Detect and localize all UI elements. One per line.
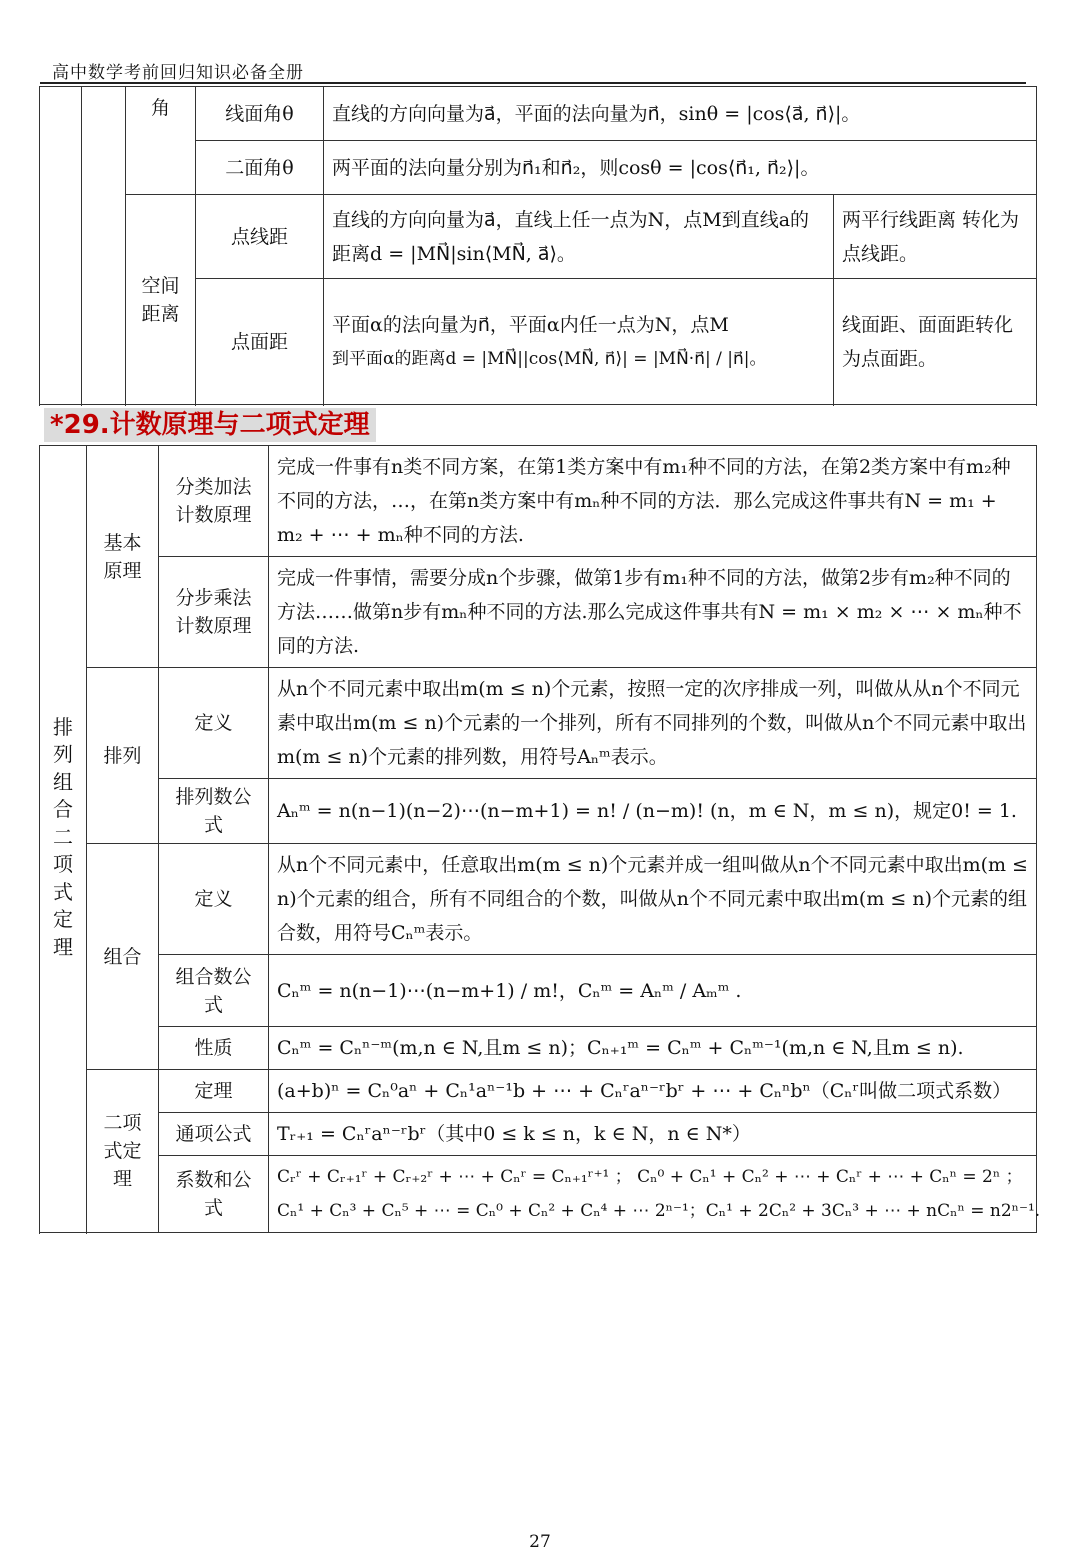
row-content-combination-property: Cₙᵐ = Cₙⁿ⁻ᵐ(m,n ∈ N,且m ≤ n)；Cₙ₊₁ᵐ = Cₙᵐ + Cₙᵐ⁻¹(m,n ∈ N,且m ≤ n). <box>269 1027 1037 1070</box>
row-name-combination-definition: 定义 <box>159 844 269 955</box>
group-combination: 组合 <box>87 844 159 1070</box>
row-content-point-line-distance: 直线的方向向量为a⃗，直线上任一点为N，点M到直线a的距离d = |MN⃗|sin⟨MN⃗, a⃗⟩。 <box>324 195 834 279</box>
coefficient-sum-line-2: Cₙ¹ + Cₙ³ + Cₙ⁵ + ⋯ = Cₙ⁰ + Cₙ² + Cₙ⁴ + ⋯ 2ⁿ⁻¹；Cₙ¹ + 2Cₙ² + 3Cₙ³ + ⋯ + nCₙⁿ = n2ⁿ⁻¹. <box>277 1201 1041 1221</box>
row-content-point-plane-distance <box>324 279 834 405</box>
coefficient-sum-line-1: Cᵣʳ + Cᵣ₊₁ʳ + Cᵣ₊₂ʳ + ⋯ + Cₙʳ = Cₙ₊₁ʳ⁺¹ ； Cₙ⁰ + Cₙ¹ + Cₙ² + ⋯ + Cₙʳ + ⋯ + Cₙⁿ = 2ⁿ ； <box>277 1167 1023 1187</box>
row-name-binomial-theorem: 定理 <box>159 1070 269 1113</box>
row-content-line-plane-angle: 直线的方向向量为a⃗，平面的法向量为n⃗，sinθ = |cos⟨a⃗, n⃗⟩|。 <box>324 87 1037 141</box>
row-content-combination-definition: 从n个不同元素中，任意取出m(m ≤ n)个元素并成一组叫做从n个不同元素中取出m(m ≤ n)个元素的组合，所有不同组合的个数，叫做从n个不同元素中取出m(m ≤ n)个元素的组合数，用符号Cₙᵐ表示。 <box>269 844 1037 955</box>
header-divider <box>40 82 1026 84</box>
header-title: 高中数学考前回归知识必备全册 <box>52 63 304 83</box>
row-content-addition-principle: 完成一件事有n类不同方案，在第1类方案中有m₁种不同的方法，在第2类方案中有m₂种不同的方法，…，在第n类方案中有mₙ种不同的方法．那么完成这件事共有N = m₁ + m₂ + ⋯ + mₙ种不同的方法. <box>269 446 1037 557</box>
section-title <box>44 408 376 442</box>
blank-col-2 <box>82 87 126 405</box>
main-table <box>39 445 1041 1233</box>
row-content-permutation-formula: Aₙᵐ = n(n−1)(n−2)⋯(n−m+1) = n! / (n−m)! (n，m ∈ N，m ≤ n)，规定0! = 1. <box>269 779 1037 844</box>
row-name-general-term: 通项公式 <box>159 1113 269 1156</box>
big-category-label <box>40 446 87 1233</box>
row-name-permutation-definition: 定义 <box>159 668 269 779</box>
section-number: *29. <box>50 410 110 440</box>
row-content-binomial-theorem: (a+b)ⁿ = Cₙ⁰aⁿ + Cₙ¹aⁿ⁻¹b + ⋯ + Cₙʳaⁿ⁻ʳbʳ + ⋯ + Cₙⁿbⁿ（Cₙʳ叫做二项式系数） <box>269 1070 1037 1113</box>
angle-label: 角 <box>126 87 196 195</box>
row-content-general-term: Tᵣ₊₁ = Cₙʳaⁿ⁻ʳbʳ（其中0 ≤ k ≤ n，k ∈ N，n ∈ N*） <box>269 1113 1037 1156</box>
distance-label: 空间距离 <box>126 195 196 405</box>
blank-col-1 <box>40 87 82 405</box>
row-name-line-plane-angle: 线面角θ <box>196 87 324 141</box>
row-name-coefficient-sum: 系数和公式 <box>159 1156 269 1233</box>
row-name-multiplication-principle: 分步乘法计数原理 <box>159 557 269 668</box>
row-note-point-line-distance: 两平行线距离 转化为点线距。 <box>834 195 1037 279</box>
point-plane-line-b: 到平面α的距离d = |MN⃗||cos⟨MN⃗, n⃗⟩| = |MN⃗·n⃗| / |n⃗|。 <box>332 348 767 369</box>
page-number: 27 <box>529 1532 551 1552</box>
row-name-point-plane-distance: 点面距 <box>196 279 324 405</box>
row-name-combination-formula: 组合数公式 <box>159 955 269 1027</box>
big-category-text: 排列组合二项式定理 <box>53 714 73 959</box>
row-note-point-plane-distance: 线面距、面面距转化为点面距。 <box>834 279 1037 405</box>
group-basic-principles: 基本原理 <box>87 446 159 668</box>
point-plane-line-a: 平面α的法向量为n⃗，平面α内任一点为N，点M <box>332 313 729 336</box>
row-content-multiplication-principle: 完成一件事情，需要分成n个步骤，做第1步有m₁种不同的方法，做第2步有m₂种不同的方法……做第n步有mₙ种不同的方法.那么完成这件事共有N = m₁ × m₂ × ⋯ × mₙ种不同的方法. <box>269 557 1037 668</box>
group-binomial-theorem: 二项式定理 <box>87 1070 159 1233</box>
row-content-coefficient-sum <box>269 1156 1041 1233</box>
row-name-point-line-distance: 点线距 <box>196 195 324 279</box>
row-name-addition-principle: 分类加法计数原理 <box>159 446 269 557</box>
section-title-text: 计数原理与二项式定理 <box>109 410 370 440</box>
top-table <box>39 86 1037 405</box>
row-content-combination-formula: Cₙᵐ = n(n−1)⋯(n−m+1) / m!，Cₙᵐ = Aₙᵐ / Aₘᵐ . <box>269 955 1037 1027</box>
row-name-combination-property: 性质 <box>159 1027 269 1070</box>
group-permutation: 排列 <box>87 668 159 844</box>
row-content-dihedral-angle: 两平面的法向量分别为n⃗₁和n⃗₂，则cosθ = |cos⟨n⃗₁, n⃗₂⟩|。 <box>324 141 1037 195</box>
row-name-permutation-formula: 排列数公式 <box>159 779 269 844</box>
row-name-dihedral-angle: 二面角θ <box>196 141 324 195</box>
row-content-permutation-definition: 从n个不同元素中取出m(m ≤ n)个元素，按照一定的次序排成一列，叫做从从n个不同元素中取出m(m ≤ n)个元素的一个排列，所有不同排列的个数，叫做从n个不同元素中取出m(m ≤ n)个元素的排列数，用符号Aₙᵐ表示。 <box>269 668 1037 779</box>
